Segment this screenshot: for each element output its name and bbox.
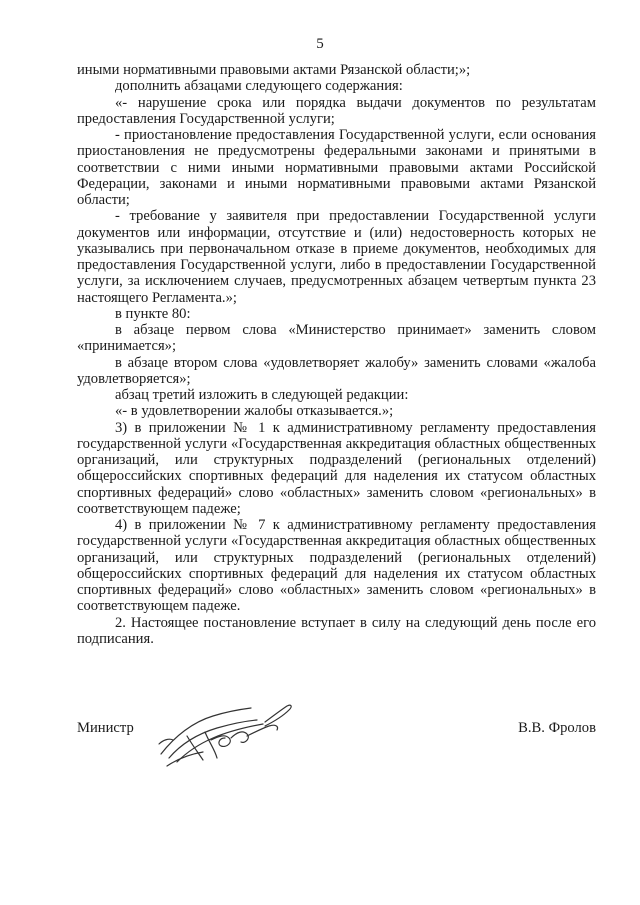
paragraph: 2. Настоящее постановление вступает в силу на следующий день после его подписания. [77,614,596,647]
paragraph: «- нарушение срока или порядка выдачи документов по результатам предоставления Государственной услуги; [77,94,596,127]
page-number: 5 [316,36,324,52]
paragraph: в абзаце втором слова «удовлетворяет жалобу» заменить словами «жалоба удовлетворяется»; [77,354,596,387]
paragraph: «- в удовлетворении жалобы отказывается.»; [115,403,394,420]
paragraph: в абзаце первом слова «Министерство принимает» заменить словом «принимается»; [77,322,596,355]
document-body [77,62,596,647]
paragraph: дополнить абзацами следующего содержания: [115,78,403,95]
signature-name: В.В. Фролов [518,720,596,736]
paragraph: в пункте 80: [115,305,191,322]
paragraph: 4) в приложении № 7 к административному регламенту предоставления государственной услуги «Государственная аккредитация областных общественных организаций, или структурных подразделений (региональных отделений) общероссийских спортивных федераций для наделения их статусом областных спортивных федераций» слово «областных» заменить словом «региональных» в соответствующем падеже. [77,517,596,615]
paragraph: 3) в приложении № 1 к административному регламенту предоставления государственной услуги «Государственная аккредитация областных общественных организаций, или структурных подразделений (региональных отделений) общероссийских спортивных федераций для наделения их статусом областных спортивных федераций» слово «областных» заменить словом «региональных» в соответствующем падеже; [77,419,596,517]
paragraph: - требование у заявителя при предоставлении Государственной услуги документов или информации, отсутствие и (или) недостоверность которых не указывались при первоначальном отказе в приеме документов, необходимых для предоставления Государственной услуги, либо в предоставлении Государственной услуги, за исключением случаев, предусмотренных абзацем четвертым пункта 23 настоящего Регламента.»; [77,208,596,306]
signature-block [77,696,596,776]
signature-title: Министр [77,720,134,736]
handwritten-signature-image [147,696,307,776]
paragraph: - приостановление предоставления Государственной услуги, если основания приостановления не предусмотрены федеральными законами и принятыми в соответствии с ними иными нормативными правовыми актами Российской Федерации, законами и иными нормативными правовыми актами Рязанской области; [77,127,596,208]
paragraph: иными нормативными правовыми актами Рязанской области;»; [77,62,471,78]
paragraph: абзац третий изложить в следующей редакции: [115,387,409,403]
